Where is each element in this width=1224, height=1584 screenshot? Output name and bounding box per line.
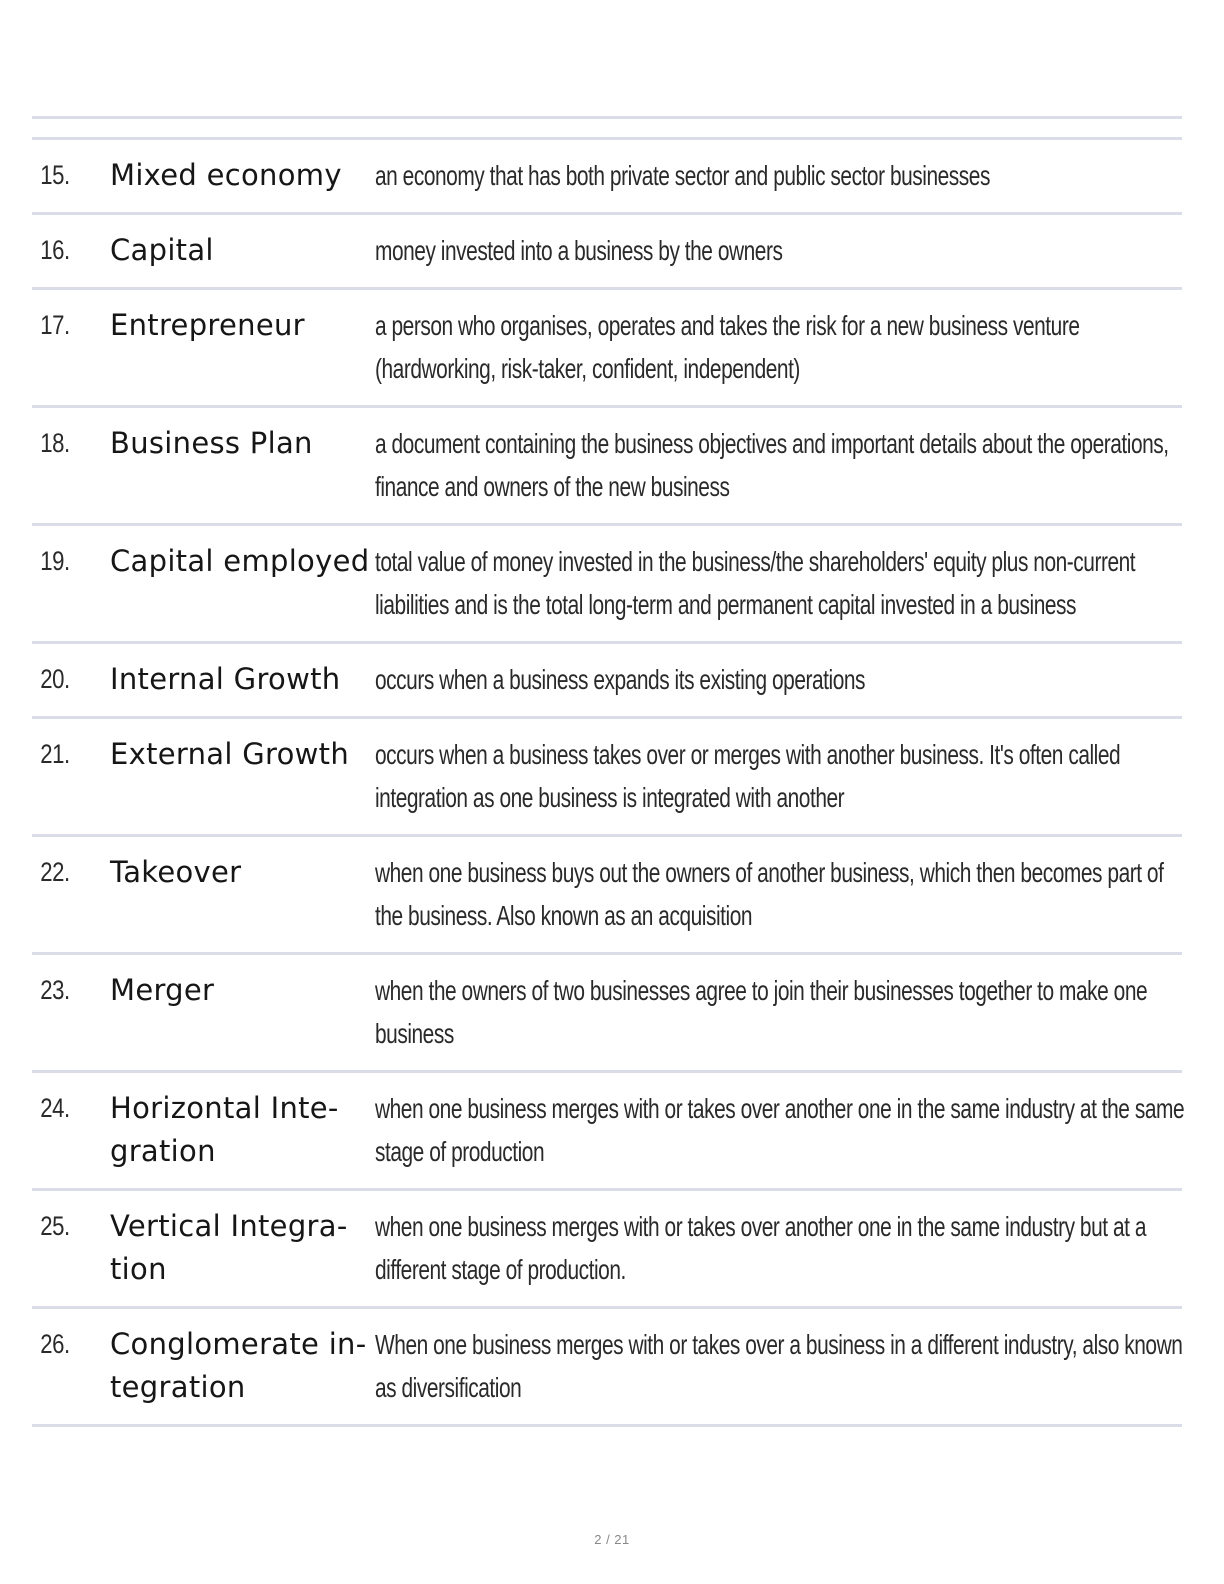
page-number: 2 / 21 [594,1532,630,1547]
term-definition [375,1323,1182,1409]
definition-text: money invested into a business by the owners [375,235,783,266]
term-definition [375,229,1182,272]
definition-text: when one business merges with or takes over another one in the same industry at the same stage of production [375,1093,1185,1167]
term-definition [375,1087,1185,1173]
term-definition [375,1205,1182,1291]
definition-text: a person who organises, operates and takes the risk for a new business venture (hardworking, risk-taker, confident, independent) [375,310,1080,384]
list-item [32,644,1182,719]
term-title: Vertical Integra-tion [110,1209,348,1286]
definition-text: occurs when a business expands its existing operations [375,664,866,695]
item-number: 21. [40,739,70,769]
list-item [32,1191,1182,1309]
list-item [32,837,1182,955]
item-number: 18. [40,428,70,458]
definition-text: when one business buys out the owners of another business, which then becomes part of the business. Also known as an acquisition [375,857,1164,931]
term-title: Mixed economy [110,158,342,192]
term-definition [375,304,1182,390]
term-title: Takeover [110,855,242,889]
definition-text: total value of money invested in the business/the shareholders' equity plus non-current liabilities and is the total long-term and permanent capital invested in a business [375,546,1136,620]
list-item [32,290,1182,408]
list-item [32,719,1182,837]
term-title: Capital employed [110,544,370,578]
item-number: 15. [40,160,70,190]
item-number: 20. [40,664,70,694]
item-number: 17. [40,310,70,340]
list-item [32,526,1182,644]
term-definition [375,540,1182,626]
term-definition [375,969,1182,1055]
list-item [32,1309,1182,1427]
item-number: 24. [40,1093,70,1123]
top-divider [32,116,1182,119]
term-title: Internal Growth [110,662,341,696]
term-title: Conglomerate in-tegration [110,1327,367,1404]
item-number: 23. [40,975,70,1005]
definition-text: a document containing the business objectives and important details about the operations, finance and owners of the new business [375,428,1169,502]
list-item [32,140,1182,215]
item-number: 22. [40,857,70,887]
glossary-list [32,137,1185,1427]
definition-text: when one business merges with or takes over another one in the same industry but at a different stage of production. [375,1211,1146,1285]
term-title: Merger [110,973,215,1007]
term-definition [375,658,1182,701]
list-item [32,408,1182,526]
term-title: Entrepreneur [110,308,305,342]
term-title: Capital [110,233,214,267]
list-item [32,1073,1185,1191]
term-definition [375,851,1182,937]
item-number: 16. [40,235,70,265]
term-title: Horizontal Inte-gration [110,1091,339,1168]
term-definition [375,733,1182,819]
term-title: External Growth [110,737,350,771]
definition-text: when the owners of two businesses agree to join their businesses together to make one business [375,975,1148,1049]
term-definition [375,422,1182,508]
term-definition [375,154,1182,197]
glossary-page [32,116,1185,1427]
definition-text: an economy that has both private sector and public sector businesses [375,160,990,191]
item-number: 25. [40,1211,70,1241]
list-item [32,215,1182,290]
item-number: 26. [40,1329,70,1359]
list-item [32,955,1182,1073]
term-title: Business Plan [110,426,313,460]
item-number: 19. [40,546,70,576]
definition-text: When one business merges with or takes over a business in a different industry, also known as diversification [375,1329,1183,1403]
definition-text: occurs when a business takes over or merges with another business. It's often called integration as one business is integrated with another [375,739,1121,813]
